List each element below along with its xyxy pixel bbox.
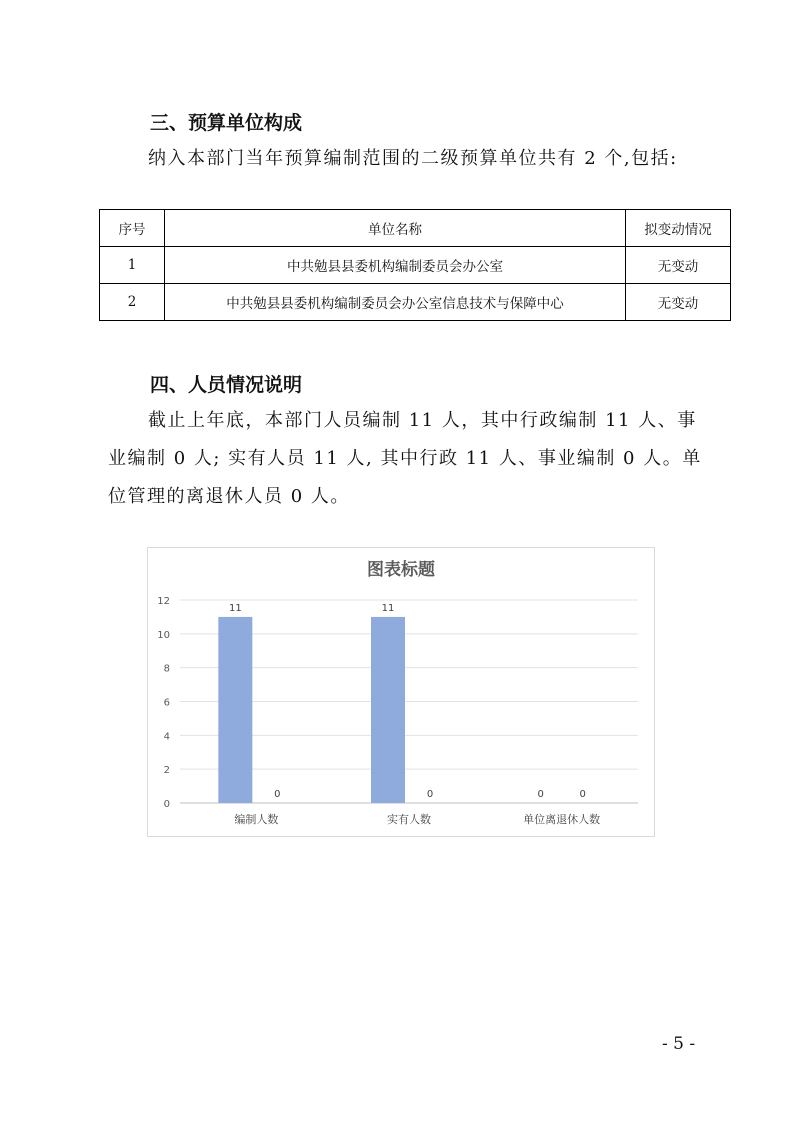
table-row [100,247,731,284]
row-index: 2 [100,284,165,321]
table-row [100,284,731,321]
chart-canvas [148,548,654,836]
category-label: 编制人数 [234,813,279,826]
y-tick-label: 10 [157,629,170,641]
row-index: 1 [100,247,165,284]
data-label: 11 [228,602,242,614]
row-unit-name: 中共勉县县委机构编制委员会办公室 [165,247,626,284]
y-tick-label: 0 [163,799,170,810]
bar [371,617,405,803]
y-tick-label: 2 [163,765,170,777]
table-header-row [100,210,731,247]
bar [218,617,252,803]
data-label: 0 [579,789,586,800]
row-change-status: 无变动 [626,247,731,284]
data-label: 0 [537,789,544,800]
row-change-status: 无变动 [626,284,731,321]
page-number: - 5 - [662,1034,696,1054]
header-unit-name: 单位名称 [165,210,626,247]
data-label: 0 [274,789,281,800]
staff-chart [147,547,655,837]
row-unit-name: 中共勉县县委机构编制委员会办公室信息技术与保障中心 [165,284,626,321]
section-4-paragraph [108,402,708,516]
y-tick-label: 8 [163,663,170,675]
section-4-text: 截止上年底，本部门人员编制 11 人，其中行政编制 11 人、事业编制 0 人; 实有人员 11 人, 其中行政 11 人、事业编制 0 人。单位管理的离退休人员 0 人。 [108,410,702,507]
section-3-text: 纳入本部门当年预算编制范围的二级预算单位共有 2 个,包括: [148,148,678,169]
y-tick-label: 12 [157,596,170,607]
category-label: 实有人数 [387,813,431,826]
section-3-paragraph [108,140,708,178]
data-label: 11 [381,602,395,614]
y-tick-label: 6 [163,697,170,709]
header-change-status: 拟变动情况 [626,210,731,247]
y-tick-label: 4 [163,731,170,743]
header-index: 序号 [100,210,165,247]
section-4-heading: 四、人员情况说明 [150,374,303,396]
section-3-heading: 三、预算单位构成 [150,112,303,134]
chart-title: 图表标题 [367,560,435,580]
category-label: 单位离退休人数 [523,813,601,826]
data-label: 0 [426,789,434,800]
budget-units-table [99,209,731,321]
